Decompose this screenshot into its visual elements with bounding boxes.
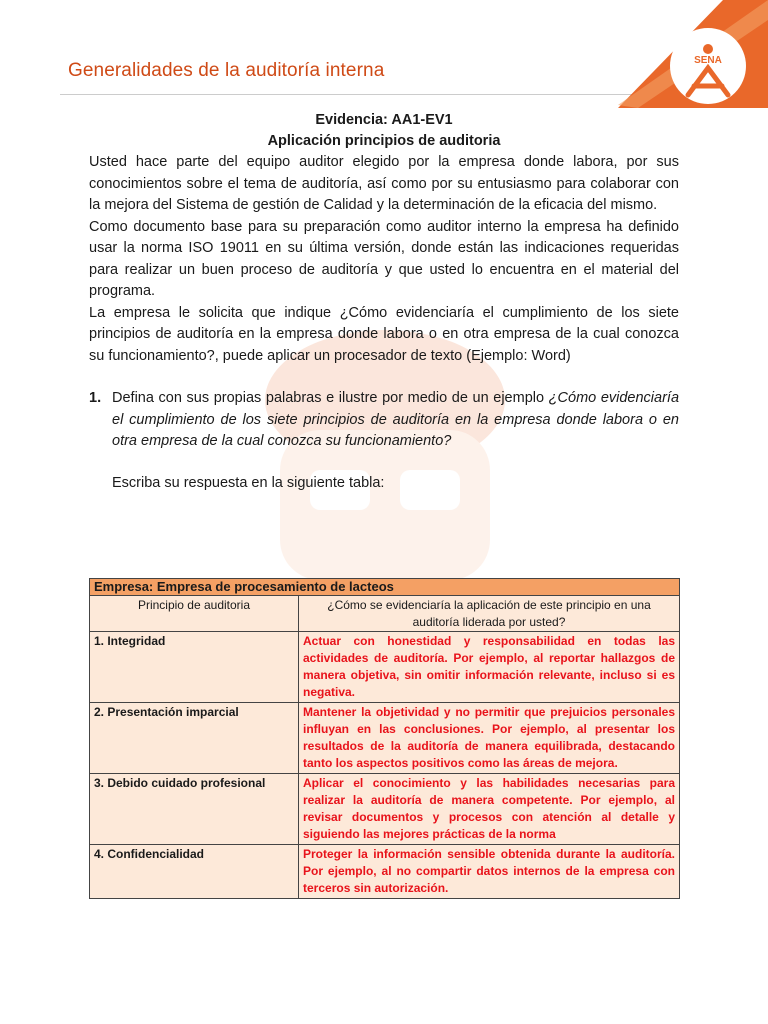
table-row <box>90 632 680 703</box>
answer-cell: Proteger la información sensible obtenida durante la auditoría. Por ejemplo, al no compartir datos internos de la empresa con terceros sin autorización. <box>299 845 680 899</box>
principle-cell: 2. Presentación imparcial <box>90 703 299 774</box>
company-label: Empresa: <box>94 579 157 594</box>
paragraph-2: Como documento base para su preparación como auditor interno la empresa ha definido usar la norma ISO 19011 en su última versión, donde están las indicaciones requeridas para realizar un buen proceso de auditoría y que usted lo encuentra en el material del programa. <box>89 218 679 299</box>
table-row <box>90 845 680 899</box>
principle-cell: 4. Confidencialidad <box>90 845 299 899</box>
paragraph-3: La empresa le solicita que indique ¿Cómo evidenciaría el cumplimiento de los siete principios de auditoría en la empresa donde labora o en otra empresa de la cual conozca su funcionamiento?, puede aplicar un procesador de texto (Ejemplo: Word) <box>89 304 679 364</box>
sena-logo-band <box>618 0 768 108</box>
header-divider <box>60 94 650 95</box>
evidence-title-block <box>89 110 679 152</box>
header-title: Generalidades de la auditoría interna <box>68 60 385 81</box>
item-number: 1. <box>89 390 102 406</box>
sena-logo-text: SENA <box>694 55 722 66</box>
answer-cell: Actuar con honestidad y responsabilidad en todas las actividades de auditoría. Por ejemplo, al reportar hallazgos de manera objetiva, sin omitir información relevante, incluso si es negativa. <box>299 632 680 703</box>
item-note: Escriba su respuesta en la siguiente tabla: <box>112 474 385 491</box>
table-row <box>90 703 680 774</box>
answer-cell: Aplicar el conocimiento y las habilidades necesarias para realizar la auditoría de manera competente. Por ejemplo, al revisar documentos y procesos con atención al detalle y siguiendo las mejores prácticas de la norma <box>299 774 680 845</box>
company-name: Empresa de procesamiento de lacteos <box>156 579 394 594</box>
table-row <box>90 774 680 845</box>
document-body <box>89 108 679 494</box>
column-header-evidence: ¿Cómo se evidenciaría la aplicación de este principio en una auditoría liderada por usted? <box>299 596 680 632</box>
paragraph-1: Usted hace parte del equipo auditor elegido por la empresa donde labora, por sus conocimientos sobre el tema de auditoría, así como por su entusiasmo para colaborar con la mejora del Sistema de gestión de Calidad y la determinación de la eficacia del mismo. <box>89 154 679 213</box>
evidence-title: Aplicación principios de auditoria <box>267 133 501 149</box>
item-question: ¿Cómo evidenciaría el cumplimiento de los siete principios de auditoría en la empresa donde labora o en otra empresa de la cual conozca su funcionamiento? <box>112 390 680 449</box>
principles-table <box>89 578 680 899</box>
principle-cell: 1. Integridad <box>90 632 299 703</box>
table-company-row <box>90 579 680 596</box>
principle-cell: 3. Debido cuidado profesional <box>90 774 299 845</box>
page-header <box>0 0 768 108</box>
numbered-item-1 <box>89 388 679 453</box>
answer-cell: Mantener la objetividad y no permitir que prejuicios personales influyan en las conclusiones. Por ejemplo, al presentar los resultados de la auditoría de manera equilibrada, destacando tanto los aspectos positivos como las áreas de mejora. <box>299 703 680 774</box>
company-cell <box>90 579 680 596</box>
column-header-principle: Principio de auditoria <box>90 596 299 632</box>
item-lead: Defina con sus propias palabras e ilustre por medio de un ejemplo <box>112 390 549 406</box>
table-header-row <box>90 596 680 632</box>
evidence-code: Evidencia: AA1-EV1 <box>315 112 453 128</box>
